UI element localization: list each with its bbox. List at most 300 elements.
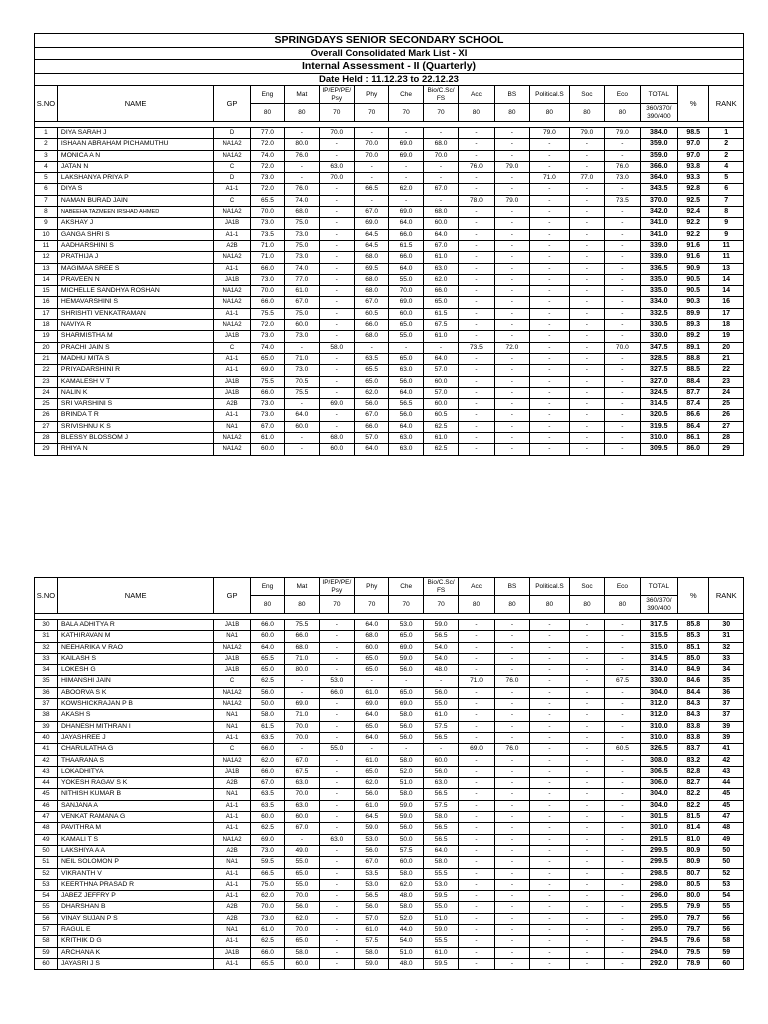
cell-total: 328.5	[640, 353, 678, 364]
cell-soc: -	[569, 342, 604, 353]
cell-pol: -	[530, 274, 570, 285]
mark-list-table-page-2	[34, 577, 744, 970]
cell-ip: -	[319, 421, 354, 432]
cell-pct: 82.7	[678, 778, 709, 789]
cell-bs: -	[494, 218, 529, 229]
cell-pol: -	[530, 207, 570, 218]
cell-name: AKSHAY J	[57, 218, 213, 229]
table-row	[35, 207, 744, 218]
cell-pct: 85.1	[678, 642, 709, 653]
cell-phy: 62.0	[355, 778, 389, 789]
cell-acc: -	[459, 139, 494, 150]
max-acc: 80	[459, 596, 494, 614]
cell-ip: 68.0	[319, 433, 354, 444]
table-row	[35, 353, 744, 364]
cell-gp: NA1A2	[214, 687, 250, 698]
cell-phy: 65.5	[354, 365, 388, 376]
cell-pol: -	[530, 642, 570, 653]
cell-eng: 65.0	[250, 665, 284, 676]
cell-acc: -	[459, 699, 494, 710]
cell-phy: 64.0	[355, 732, 389, 743]
cell-total: 341.0	[640, 218, 678, 229]
cell-eco: -	[605, 868, 640, 879]
cell-soc: -	[569, 229, 604, 240]
cell-sno: 33	[35, 653, 58, 664]
cell-phy: 61.0	[355, 800, 389, 811]
cell-soc: -	[569, 263, 604, 274]
cell-mat: 73.0	[285, 331, 319, 342]
cell-ip: 63.0	[319, 161, 354, 172]
cell-rank: 2	[709, 139, 744, 150]
cell-sno: 60	[35, 958, 58, 969]
cell-bs: -	[494, 687, 529, 698]
table-row	[35, 755, 744, 766]
cell-acc: -	[459, 710, 494, 721]
cell-gp: A1-1	[214, 184, 250, 195]
cell-acc: -	[459, 857, 494, 868]
cell-eco: -	[605, 240, 640, 251]
cell-name: AKASH S	[57, 710, 213, 721]
cell-phy: 66.5	[354, 184, 388, 195]
table-row	[35, 913, 744, 924]
cell-eco: -	[605, 925, 640, 936]
cell-ip: -	[319, 631, 354, 642]
cell-name: JABEZ JEFFRY P	[57, 891, 213, 902]
cell-sno: 28	[35, 433, 58, 444]
cell-pct: 79.6	[678, 936, 709, 947]
cell-pct: 86.1	[678, 433, 709, 444]
cell-soc: -	[569, 653, 604, 664]
cell-total: 306.5	[640, 766, 678, 777]
cell-acc: -	[459, 845, 494, 856]
cell-che: 56.0	[389, 665, 423, 676]
cell-bio: 61.0	[423, 710, 458, 721]
max-ip: 70	[319, 596, 354, 614]
cell-pol: -	[530, 218, 570, 229]
cell-eco: -	[605, 958, 640, 969]
cell-gp: A1-1	[214, 812, 250, 823]
cell-che: 48.0	[389, 891, 423, 902]
cell-total: 326.5	[640, 744, 678, 755]
table-row	[35, 387, 744, 398]
cell-bio: 68.0	[423, 207, 458, 218]
cell-ip: 70.0	[319, 173, 354, 184]
cell-eng: 67.0	[250, 778, 284, 789]
cell-bio: 61.5	[423, 308, 458, 319]
max-che: 70	[389, 104, 423, 122]
cell-che: 58.0	[389, 868, 423, 879]
cell-ip: -	[319, 778, 354, 789]
cell-bs: -	[494, 891, 529, 902]
cell-eco: -	[605, 421, 640, 432]
cell-pol: -	[530, 195, 570, 206]
col-bio: Bio/C.Sc/ FS	[423, 86, 458, 104]
cell-eco: 79.0	[605, 128, 640, 139]
cell-pct: 86.0	[678, 444, 709, 455]
cell-eng: 75.5	[250, 376, 284, 387]
cell-sno: 13	[35, 263, 58, 274]
cell-name: SHARMISTHA M	[57, 331, 213, 342]
cell-ip: -	[319, 252, 354, 263]
cell-rank: 11	[709, 240, 744, 251]
cell-name: RAGUL E	[57, 925, 213, 936]
cell-bio: 64.0	[423, 229, 458, 240]
cell-bs: -	[494, 365, 529, 376]
table-row	[35, 925, 744, 936]
cell-phy: 65.0	[355, 665, 389, 676]
cell-acc: -	[459, 913, 494, 924]
cell-sno: 24	[35, 387, 58, 398]
cell-mat: -	[285, 433, 319, 444]
cell-pct: 80.7	[678, 868, 709, 879]
cell-rank: 22	[709, 365, 744, 376]
cell-sno: 16	[35, 297, 58, 308]
cell-eng: 60.0	[250, 631, 284, 642]
cell-eng: 74.0	[250, 342, 284, 353]
cell-eng: 62.5	[250, 676, 284, 687]
cell-total: 330.0	[640, 331, 678, 342]
cell-mat: -	[285, 342, 319, 353]
cell-bio: 59.0	[423, 925, 458, 936]
cell-name: NITHISH KUMAR B	[57, 789, 213, 800]
cell-eco: -	[605, 755, 640, 766]
cell-pol: -	[530, 687, 570, 698]
cell-bs: -	[494, 353, 529, 364]
cell-eng: 73.0	[250, 410, 284, 421]
cell-eng: 65.5	[250, 958, 284, 969]
cell-sno: 45	[35, 789, 58, 800]
cell-mat: -	[285, 444, 319, 455]
cell-mat: 76.0	[285, 150, 319, 161]
cell-rank: 9	[709, 218, 744, 229]
cell-mat: 70.0	[285, 721, 319, 732]
cell-phy: 69.0	[355, 699, 389, 710]
cell-gp: NA1	[214, 710, 250, 721]
cell-mat: 69.0	[285, 699, 319, 710]
cell-bs: -	[494, 642, 529, 653]
cell-ip: -	[319, 218, 354, 229]
cell-bio: 56.5	[423, 732, 458, 743]
cell-sno: 27	[35, 421, 58, 432]
cell-eng: 73.5	[250, 229, 284, 240]
cell-phy: 60.5	[354, 308, 388, 319]
col-sno: S.NO	[35, 578, 58, 614]
max-bs: 80	[494, 596, 529, 614]
cell-pct: 79.7	[678, 913, 709, 924]
cell-name: VENKAT RAMANA G	[57, 812, 213, 823]
cell-acc: -	[459, 732, 494, 743]
cell-rank: 1	[709, 128, 744, 139]
cell-soc: -	[569, 879, 604, 890]
cell-bs: -	[494, 879, 529, 890]
cell-sno: 42	[35, 755, 58, 766]
cell-rank: 8	[709, 207, 744, 218]
cell-bio: 54.0	[423, 642, 458, 653]
cell-pct: 80.9	[678, 845, 709, 856]
cell-soc: 79.0	[569, 128, 604, 139]
cell-pct: 84.3	[678, 710, 709, 721]
cell-phy: -	[354, 173, 388, 184]
cell-acc: -	[459, 823, 494, 834]
cell-eco: -	[605, 444, 640, 455]
cell-bs: -	[494, 184, 529, 195]
cell-name: LAKSHANYA PRIYA P	[57, 173, 213, 184]
cell-bs: 72.0	[494, 342, 529, 353]
cell-total: 330.5	[640, 320, 678, 331]
table-row	[35, 812, 744, 823]
cell-sno: 21	[35, 353, 58, 364]
cell-pol: -	[530, 297, 570, 308]
max-acc: 80	[459, 104, 494, 122]
cell-soc: -	[569, 331, 604, 342]
table-row	[35, 845, 744, 856]
cell-gp: A1-1	[214, 263, 250, 274]
table-row	[35, 139, 744, 150]
cell-total: 312.0	[640, 699, 678, 710]
cell-name: KAILASH S	[57, 653, 213, 664]
cell-eco: -	[605, 665, 640, 676]
cell-name: PAVITHRA M	[57, 823, 213, 834]
cell-bs: -	[494, 766, 529, 777]
cell-acc: -	[459, 631, 494, 642]
cell-gp: JA1B	[214, 947, 250, 958]
cell-sno: 2	[35, 139, 58, 150]
cell-total: 339.0	[640, 240, 678, 251]
cell-mat: 62.0	[285, 913, 319, 924]
cell-bio: 61.0	[423, 947, 458, 958]
cell-phy: 63.5	[354, 353, 388, 364]
cell-pct: 86.6	[678, 410, 709, 421]
cell-phy: 66.0	[354, 320, 388, 331]
cell-eco: -	[605, 331, 640, 342]
cell-mat: 80.0	[285, 665, 319, 676]
cell-che: 55.0	[389, 331, 423, 342]
table-row	[35, 297, 744, 308]
cell-bs: -	[494, 139, 529, 150]
cell-bs: -	[494, 721, 529, 732]
cell-pol: -	[530, 699, 570, 710]
cell-eng: 73.0	[250, 331, 284, 342]
cell-bs: -	[494, 433, 529, 444]
cell-ip: -	[319, 699, 354, 710]
table-row	[35, 433, 744, 444]
cell-bs: -	[494, 857, 529, 868]
cell-soc: -	[569, 766, 604, 777]
cell-gp: NA1A2	[214, 139, 250, 150]
cell-mat: 73.0	[285, 365, 319, 376]
cell-pct: 83.8	[678, 732, 709, 743]
cell-ip: -	[319, 789, 354, 800]
cell-eco: -	[605, 789, 640, 800]
cell-eco: -	[605, 252, 640, 263]
cell-che: 58.0	[389, 710, 423, 721]
cell-gp: A2B	[214, 845, 250, 856]
col-eco: Eco	[605, 86, 640, 104]
cell-pct: 87.7	[678, 387, 709, 398]
cell-gp: C	[214, 676, 250, 687]
cell-gp: C	[214, 195, 250, 206]
cell-soc: -	[569, 936, 604, 947]
cell-mat: 74.0	[285, 263, 319, 274]
table-row	[35, 128, 744, 139]
cell-rank: 20	[709, 342, 744, 353]
cell-sno: 20	[35, 342, 58, 353]
cell-rank: 50	[709, 845, 744, 856]
cell-pct: 89.9	[678, 308, 709, 319]
cell-rank: 7	[709, 195, 744, 206]
cell-gp: JA1B	[214, 331, 250, 342]
cell-sno: 23	[35, 376, 58, 387]
cell-bs: -	[494, 913, 529, 924]
cell-bio: 51.0	[423, 913, 458, 924]
cell-phy: 65.0	[355, 721, 389, 732]
cell-rank: 14	[709, 274, 744, 285]
cell-bs: -	[494, 410, 529, 421]
cell-bs: -	[494, 845, 529, 856]
table-row	[35, 665, 744, 676]
cell-pol: -	[530, 263, 570, 274]
table-row	[35, 868, 744, 879]
cell-bio: 56.0	[423, 687, 458, 698]
col-rank: RANK	[709, 86, 744, 122]
cell-gp: D	[214, 128, 250, 139]
cell-name: KATHIRAVAN M	[57, 631, 213, 642]
cell-che: 60.0	[389, 308, 423, 319]
cell-pol: -	[530, 812, 570, 823]
cell-ip: -	[319, 958, 354, 969]
cell-bs: -	[494, 620, 529, 631]
cell-mat: 63.0	[285, 778, 319, 789]
cell-rank: 47	[709, 812, 744, 823]
cell-eco: -	[605, 410, 640, 421]
cell-acc: -	[459, 353, 494, 364]
table-row	[35, 620, 744, 631]
cell-acc: -	[459, 274, 494, 285]
cell-name: NABEEHA TAZMEEN IRSHAD AHMED	[57, 207, 213, 218]
cell-gp: NA1A2	[214, 252, 250, 263]
cell-acc: -	[459, 207, 494, 218]
cell-soc: -	[569, 642, 604, 653]
cell-gp: NA1A2	[214, 699, 250, 710]
cell-bs: -	[494, 665, 529, 676]
cell-total: 359.0	[640, 150, 678, 161]
cell-phy: 64.5	[354, 240, 388, 251]
cell-rank: 52	[709, 868, 744, 879]
cell-eco: 76.0	[605, 161, 640, 172]
cell-soc: -	[569, 308, 604, 319]
cell-sno: 52	[35, 868, 58, 879]
cell-bs: 79.0	[494, 161, 529, 172]
cell-pol: -	[530, 891, 570, 902]
cell-eco: -	[605, 699, 640, 710]
cell-bs: -	[494, 128, 529, 139]
cell-sno: 56	[35, 913, 58, 924]
cell-phy: 56.0	[355, 789, 389, 800]
cell-gp: A2B	[214, 913, 250, 924]
cell-che: -	[389, 676, 423, 687]
cell-eco: 70.0	[605, 342, 640, 353]
cell-ip: -	[319, 207, 354, 218]
cell-phy: -	[354, 128, 388, 139]
cell-name: NEEHARIKA V RAO	[57, 642, 213, 653]
table-row	[35, 902, 744, 913]
cell-soc: -	[569, 857, 604, 868]
cell-acc: 73.5	[459, 342, 494, 353]
cell-eco: -	[605, 857, 640, 868]
cell-soc: -	[569, 902, 604, 913]
cell-acc: 78.0	[459, 195, 494, 206]
col-soc: Soc	[569, 86, 604, 104]
cell-che: -	[389, 128, 423, 139]
cell-gp: A1-1	[214, 891, 250, 902]
cell-che: 61.5	[389, 240, 423, 251]
mark-rows-page-1	[35, 128, 744, 456]
cell-che: 65.0	[389, 353, 423, 364]
cell-bio: 60.0	[423, 755, 458, 766]
cell-pct: 92.2	[678, 229, 709, 240]
cell-bio: 63.0	[423, 778, 458, 789]
cell-ip: 55.0	[319, 744, 354, 755]
cell-bs: -	[494, 947, 529, 958]
cell-rank: 59	[709, 947, 744, 958]
cell-phy: 56.0	[355, 845, 389, 856]
cell-pol: -	[530, 789, 570, 800]
cell-eco: 73.0	[605, 173, 640, 184]
cell-ip: 69.0	[319, 399, 354, 410]
cell-eco: -	[605, 229, 640, 240]
cell-ip: -	[319, 387, 354, 398]
cell-soc: -	[569, 687, 604, 698]
cell-sno: 19	[35, 331, 58, 342]
cell-rank: 60	[709, 958, 744, 969]
cell-rank: 21	[709, 353, 744, 364]
cell-name: DHARSHAN B	[57, 902, 213, 913]
cell-phy: 64.5	[354, 229, 388, 240]
cell-bio: 55.5	[423, 868, 458, 879]
cell-acc: 76.0	[459, 161, 494, 172]
cell-total: 306.0	[640, 778, 678, 789]
cell-total: 342.0	[640, 207, 678, 218]
cell-name: MAGIMAA SREE S	[57, 263, 213, 274]
cell-soc: -	[569, 320, 604, 331]
cell-che: 62.0	[389, 879, 423, 890]
cell-che: 63.0	[389, 365, 423, 376]
cell-gp: C	[214, 342, 250, 353]
cell-soc: -	[569, 789, 604, 800]
cell-bs: 79.0	[494, 195, 529, 206]
cell-name: HIMANSHI JAIN	[57, 676, 213, 687]
cell-phy: 59.0	[355, 958, 389, 969]
table-row	[35, 676, 744, 687]
cell-bs: -	[494, 653, 529, 664]
cell-pol: -	[530, 755, 570, 766]
cell-phy: 62.0	[354, 387, 388, 398]
cell-pol: -	[530, 399, 570, 410]
cell-soc: -	[569, 387, 604, 398]
cell-name: ABOORVA S K	[57, 687, 213, 698]
cell-eco: -	[605, 353, 640, 364]
cell-pol: -	[530, 620, 570, 631]
cell-gp: NA1A2	[214, 297, 250, 308]
cell-eng: 62.0	[250, 891, 284, 902]
cell-total: 310.0	[640, 721, 678, 732]
cell-soc: -	[569, 710, 604, 721]
cell-che: 63.0	[389, 444, 423, 455]
cell-che: 64.0	[389, 387, 423, 398]
cell-bio: 56.5	[423, 834, 458, 845]
cell-eng: 73.0	[250, 173, 284, 184]
cell-acc: -	[459, 879, 494, 890]
